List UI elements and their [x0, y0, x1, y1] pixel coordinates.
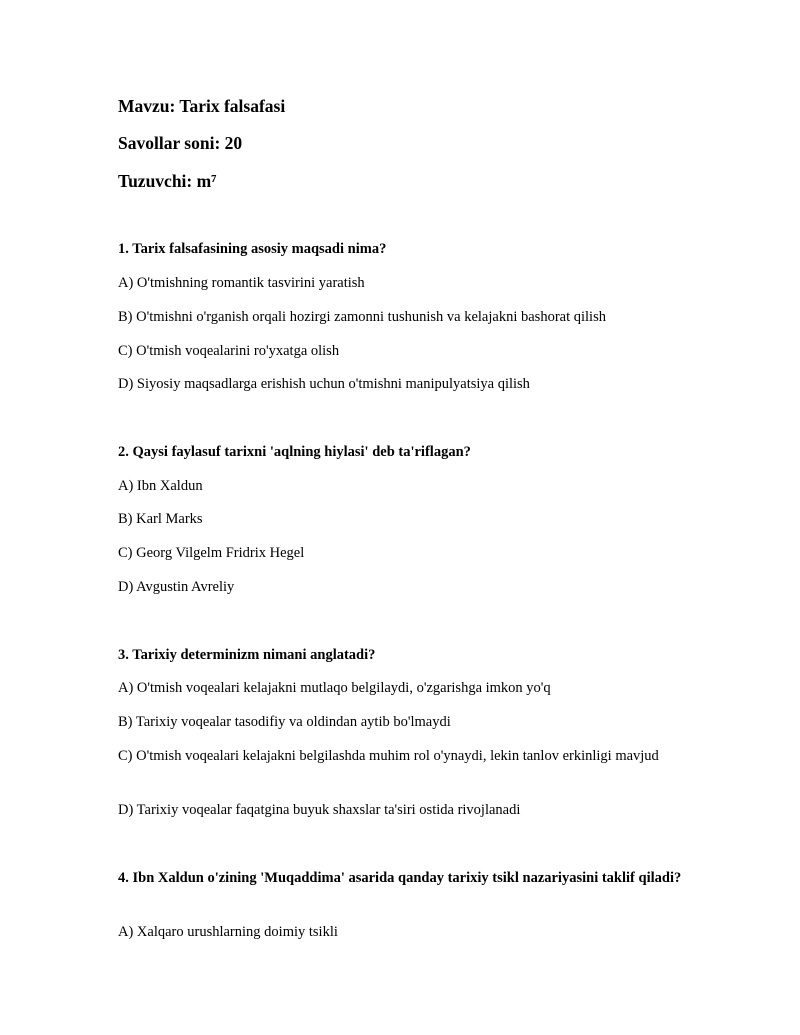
- q2-option-d: D) Avgustin Avreliy: [118, 579, 235, 595]
- q1-option-b: B) O'tmishni o'rganish orqali hozirgi zamonni tushunish va kelajakni bashorat qilish: [118, 309, 606, 325]
- q2-option-b: B) Karl Marks: [118, 511, 203, 527]
- q3-option-d: D) Tarixiy voqealar faqatgina buyuk shaxslar ta'siri ostida rivojlanadi: [118, 802, 521, 818]
- author-heading: Tuzuvchi: m⁷: [118, 171, 217, 191]
- question-1: 1. Tarix falsafasining asosiy maqsadi nima?: [118, 241, 387, 257]
- q2-option-c: C) Georg Vilgelm Fridrix Hegel: [118, 545, 305, 561]
- q1-option-a: A) O'tmishning romantik tasvirini yaratish: [118, 275, 365, 291]
- question-2: 2. Qaysi faylasuf tarixni 'aqlning hiylasi' deb ta'riflagan?: [118, 444, 471, 460]
- q3-option-b: B) Tarixiy voqealar tasodifiy va oldindan aytib bo'lmaydi: [118, 714, 451, 730]
- q3-option-a: A) O'tmish voqealari kelajakni mutlaqo belgilaydi, o'zgarishga imkon yo'q: [118, 680, 551, 696]
- question-3: 3. Tarixiy determinizm nimani anglatadi?: [118, 647, 376, 663]
- question-count-heading: Savollar soni: 20: [118, 133, 243, 153]
- q4-option-a: A) Xalqaro urushlarning doimiy tsikli: [118, 924, 338, 940]
- question-4: 4. Ibn Xaldun o'zining 'Muqaddima' asarida qanday tarixiy tsikl nazariyasini taklif qiladi?: [118, 870, 682, 886]
- q3-option-c: C) O'tmish voqealari kelajakni belgilashda muhim rol o'ynaydi, lekin tanlov erkinligi mavjud: [118, 748, 659, 764]
- q1-option-c: C) O'tmish voqealarini ro'yxatga olish: [118, 343, 340, 359]
- topic-heading: Mavzu: Tarix falsafasi: [118, 96, 286, 116]
- q1-option-d: D) Siyosiy maqsadlarga erishish uchun o'tmishni manipulyatsiya qilish: [118, 376, 530, 392]
- q2-option-a: A) Ibn Xaldun: [118, 478, 203, 494]
